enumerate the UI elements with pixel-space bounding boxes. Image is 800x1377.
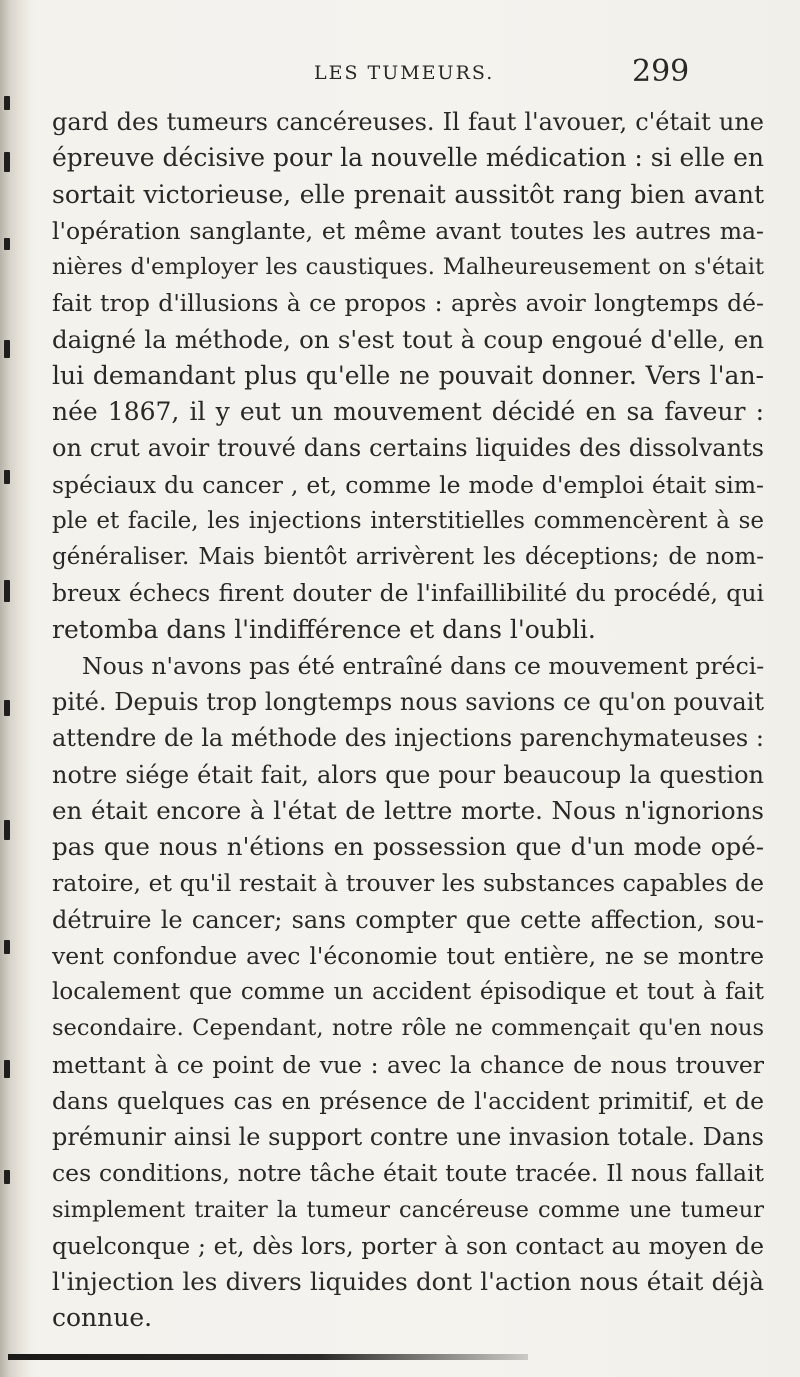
text-line: ratoire, et qu'il restait à trouver les substances capables de [52,869,764,898]
text-line: l'opération sanglante, et même avant toutes les autres ma- [52,216,764,245]
edge-mark [4,1060,10,1078]
text-line: notre siége était fait, alors que pour beaucoup la question [52,760,764,789]
text-line: spéciaux du cancer , et, comme le mode d'emploi était sim- [52,470,764,499]
edge-mark [4,820,10,840]
edge-mark [4,940,10,954]
text-line: épreuve décisive pour la nouvelle médication : si elle en [52,143,764,173]
text-line: localement que comme un accident épisodique et tout à fait [52,979,764,1005]
text-line: détruire le cancer; sans compter que cette affection, sou- [52,905,764,934]
bottom-rule [8,1354,528,1360]
text-line: Nous n'avons pas été entraîné dans ce mouvement préci- [82,651,765,680]
running-head [0,54,800,100]
body-text [52,104,764,1337]
text-line: breux échecs firent douter de l'infaillibilité du procédé, qui [52,579,764,608]
text-line: en était encore à l'état de lettre morte. Nous n'ignorions [52,795,764,825]
edge-mark [4,152,10,172]
text-line: mettant à ce point de vue : avec la chance de nous trouver [52,1050,764,1079]
text-line: lui demandant plus qu'elle ne pouvait donner. Vers l'an- [52,360,764,390]
running-title: LES TUMEURS. [314,62,495,84]
binding-edge [0,0,30,1377]
text-line: retomba dans l'indifférence et dans l'oubli. [52,614,596,644]
text-line: généraliser. Mais bientôt arrivèrent les déceptions; de nom- [52,544,764,570]
text-line: simplement traiter la tumeur cancéreuse comme une tumeur [52,1196,764,1223]
text-line: on crut avoir trouvé dans certains liquides des dissolvants [52,434,764,463]
text-line: ple et facile, les injections interstitielles commencèrent à se [52,507,764,534]
edge-mark [4,700,10,716]
text-line: gard des tumeurs cancéreuses. Il faut l'avouer, c'était une [52,108,764,136]
text-line: vent confondue avec l'économie tout entière, ne se montre [52,941,764,970]
text-line: fait trop d'illusions à ce propos : après avoir longtemps dé- [52,289,764,318]
text-line: née 1867, il y eut un mouvement décidé en sa faveur : [52,397,764,426]
text-line: pité. Depuis trop longtemps nous savions ce qu'on pouvait [52,688,764,716]
text-line: quelconque ; et, dès lors, porter à son contact au moyen de [52,1231,764,1260]
text-line: nières d'employer les caustiques. Malheureusement on s'était [52,254,764,280]
text-line: connue. [52,1303,153,1333]
edge-mark [4,470,10,484]
text-line: pas que nous n'étions en possession que d'un mode opé- [52,832,764,861]
text-line: attendre de la méthode des injections parenchymateuses : [52,724,764,753]
page-number: 299 [632,54,690,89]
text-line: dans quelques cas en présence de l'accident primitif, et de [52,1086,764,1115]
edge-mark [4,580,10,602]
text-line: l'injection les divers liquides dont l'action nous était déjà [52,1267,764,1296]
text-line: secondaire. Cependant, notre rôle ne commençait qu'en nous [52,1015,764,1042]
edge-mark [4,238,10,250]
text-line: ces conditions, notre tâche était toute tracée. Il nous fallait [52,1159,764,1188]
text-line: prémunir ainsi le support contre une invasion totale. Dans [52,1123,764,1151]
edge-mark [4,340,10,358]
text-line: sortait victorieuse, elle prenait aussitôt rang bien avant [52,179,764,209]
text-line: daigné la méthode, on s'est tout à coup engoué d'elle, en [52,324,764,354]
edge-mark [4,1170,10,1184]
